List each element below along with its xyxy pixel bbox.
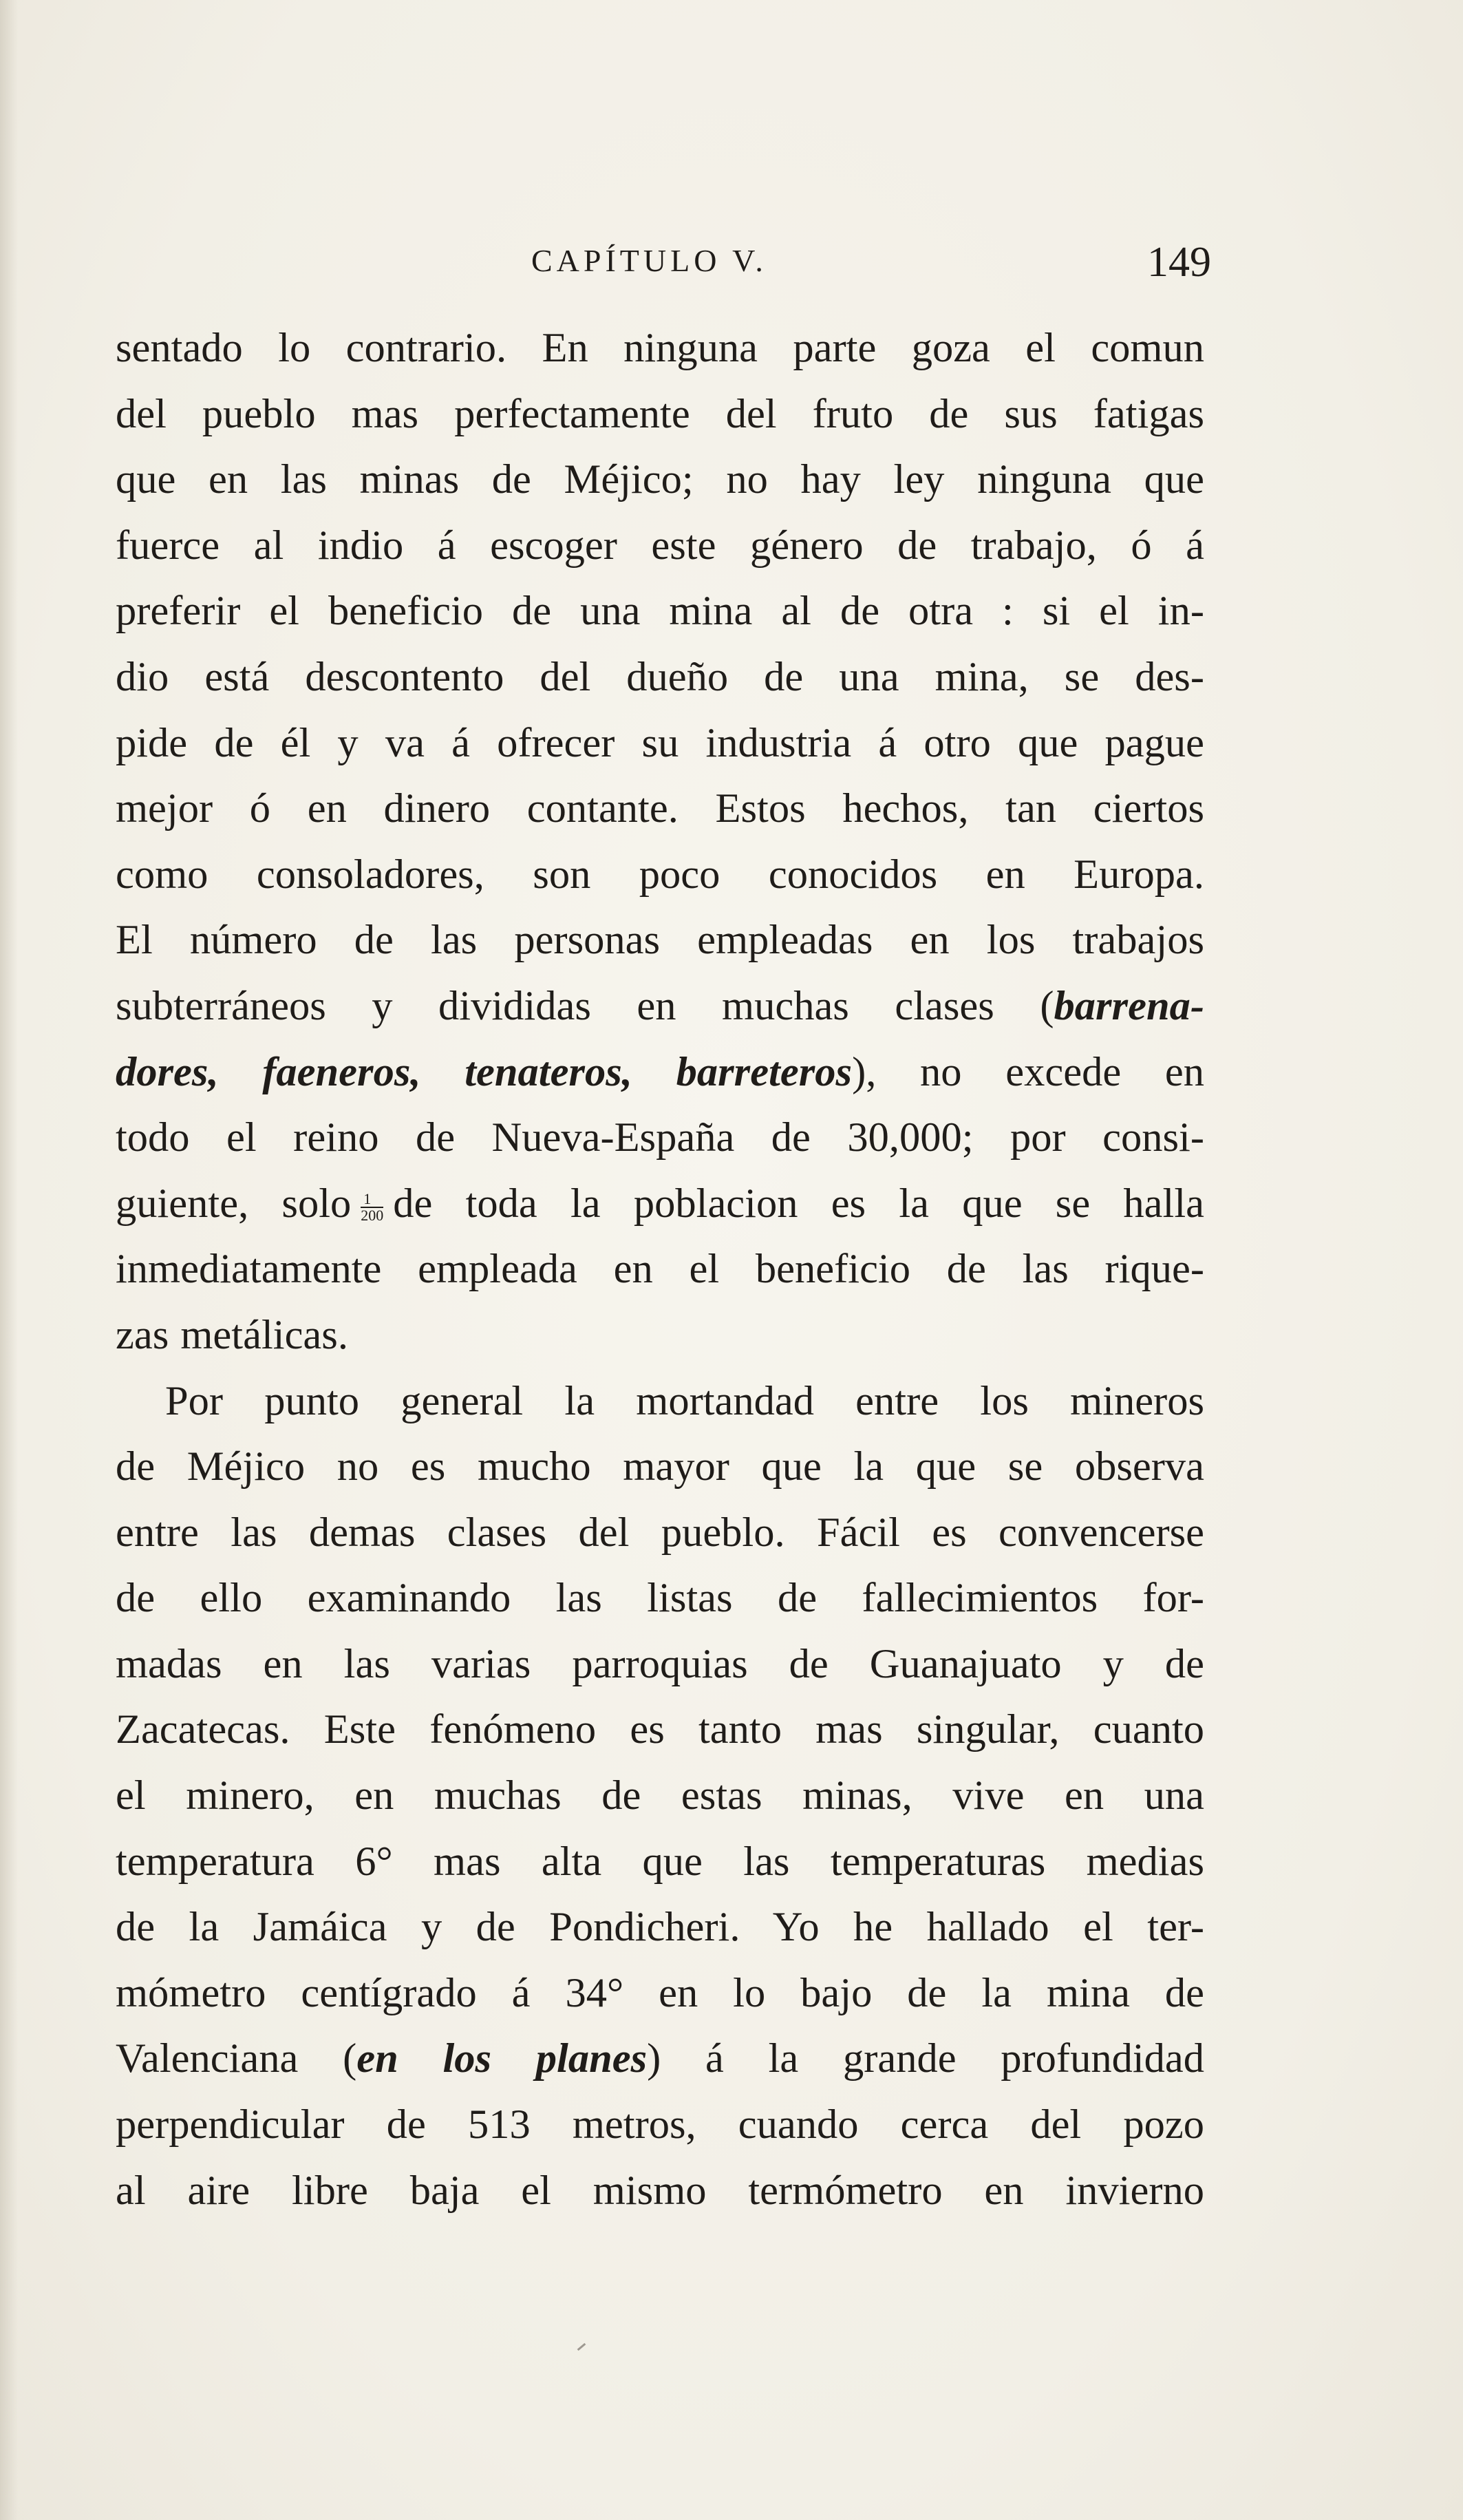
text-line: el minero, en muchas de estas minas, vive en una	[116, 1772, 1204, 1819]
text-line: Zacatecas. Este fenómeno es tanto mas singular, cuanto	[116, 1706, 1204, 1753]
text-line: todo el reino de Nueva-España de 30,000; por consi-	[116, 1114, 1204, 1161]
text-line: como consoladores, son poco conocidos en Europa.	[116, 851, 1204, 898]
text-line: dio está descontento del dueño de una mina, se des-	[116, 653, 1204, 700]
text-line	[116, 1171, 1204, 1237]
text-run: Valenciana (	[116, 2035, 357, 2082]
fraction	[361, 1189, 384, 1224]
fraction-numerator: 1	[361, 1192, 383, 1208]
text-line: de la Jamáica y de Pondicheri. Yo he hallado el ter-	[116, 1904, 1204, 1951]
paper-speck	[577, 2343, 586, 2351]
text-line: sentado lo contrario. En ninguna parte goza el comun	[116, 325, 1204, 371]
text-line	[116, 973, 1204, 1039]
text-line: que en las minas de Méjico; no hay ley ninguna que	[116, 456, 1204, 503]
page-gutter-shadow	[0, 0, 18, 2520]
italic-term: dores, faeneros, tenateros, barreteros	[116, 1048, 853, 1095]
text-line: temperatura 6° mas alta que las temperaturas medias	[116, 1838, 1204, 1885]
body-text	[116, 315, 1204, 2223]
text-run: guiente, solo	[116, 1180, 352, 1227]
text-line: fuerce al indio á escoger este género de trabajo, ó á	[116, 522, 1204, 569]
text-line	[116, 2026, 1204, 2092]
text-line: del pueblo mas perfectamente del fruto de sus fatigas	[116, 390, 1204, 437]
italic-term: en los planes	[356, 2035, 648, 2082]
page-number: 149	[1147, 239, 1211, 286]
text-line: mómetro centígrado á 34° en lo bajo de la mina de	[116, 1969, 1204, 2016]
text-line: madas en las varias parroquias de Guanajuato y de	[116, 1640, 1204, 1687]
text-line: al aire libre baja el mismo termómetro en invierno	[116, 2167, 1204, 2214]
text-line: El número de las personas empleadas en los trabajos	[116, 917, 1204, 964]
text-run: subterráneos y divididas en muchas clases (	[116, 982, 1054, 1029]
text-line: zas metálicas.	[116, 1311, 348, 1358]
text-line: preferir el beneficio de una mina al de otra : si el in-	[116, 588, 1204, 635]
page-header	[110, 238, 1211, 300]
text-line: de Méjico no es mucho mayor que la que se observa	[116, 1443, 1204, 1490]
running-head: CAPÍTULO V.	[531, 243, 767, 278]
text-line: perpendicular de 513 metros, cuando cerca del pozo	[116, 2101, 1204, 2148]
fraction-denominator: 200	[361, 1206, 384, 1224]
text-line: mejor ó en dinero contante. Estos hechos, tan ciertos	[116, 785, 1204, 832]
text-run: de toda la poblacion es la que se halla	[393, 1180, 1204, 1227]
italic-term: barrena-	[1054, 982, 1204, 1029]
text-line: entre las demas clases del pueblo. Fácil es convencerse	[116, 1509, 1204, 1556]
text-run: ) á la grande profundidad	[647, 2035, 1204, 2082]
text-line: de ello examinando las listas de fallecimientos for-	[116, 1575, 1204, 1622]
text-run: ), no excede en	[852, 1048, 1204, 1095]
text-line: pide de él y va á ofrecer su industria á otro que pague	[116, 719, 1204, 766]
text-line: inmediatamente empleada en el beneficio de las rique-	[116, 1246, 1204, 1293]
text-line: Por punto general la mortandad entre los mineros	[165, 1377, 1204, 1424]
text-line	[116, 1039, 1204, 1105]
